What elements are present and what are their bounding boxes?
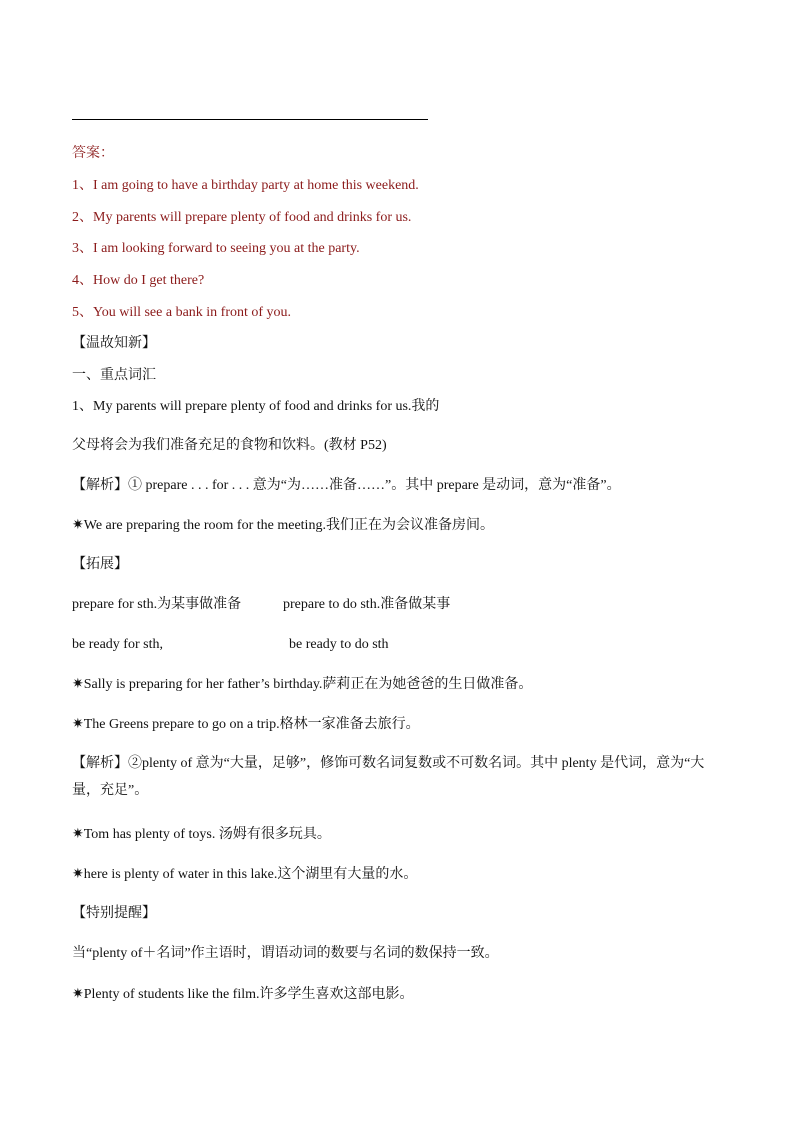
- extension-row2-left: be ready for sth,: [72, 637, 163, 652]
- horizontal-rule: [72, 119, 428, 120]
- example-2: ✷Sally is preparing for her father’s birthday.萨莉正在为她爸爸的生日做准备。: [72, 677, 533, 692]
- review-heading: 【温故知新】: [72, 336, 156, 351]
- sentence1-line1: 1、My parents will prepare plenty of food and drinks for us.我的: [72, 399, 440, 414]
- extension-row1-right: prepare to do sth.准备做某事: [283, 597, 451, 612]
- example-4: ✷Tom has plenty of toys. 汤姆有很多玩具。: [72, 827, 331, 842]
- analysis-2: 【解析】②plenty of 意为“大量，足够”，修饰可数名词复数或不可数名词。其中 plenty 是代词，意为“大量，充足”。: [72, 756, 705, 798]
- answer-item-1: 1、I am going to have a birthday party at home this weekend.: [72, 178, 419, 193]
- extension-heading: 【拓展】: [72, 557, 128, 572]
- example-6: ✷Plenty of students like the film.许多学生喜欢这部电影。: [72, 987, 414, 1002]
- answer-item-5: 5、You will see a bank in front of you.: [72, 305, 292, 320]
- answer-item-3: 3、I am looking forward to seeing you at the party.: [72, 241, 360, 256]
- sentence1-line2: 父母将会为我们准备充足的食物和饮料。(教材 P52): [72, 438, 387, 453]
- answer-item-4: 4、How do I get there?: [72, 273, 205, 288]
- reminder-heading: 【特别提醒】: [72, 906, 156, 921]
- analysis-1: 【解析】① prepare . . . for . . . 意为“为……准备……”。其中 prepare 是动词，意为“准备”。: [72, 478, 621, 493]
- extension-row2-right: be ready to do sth: [289, 637, 389, 652]
- extension-row1-left: prepare for sth.为某事做准备: [72, 597, 242, 612]
- example-5: ✷here is plenty of water in this lake.这个湖里有大量的水。: [72, 867, 418, 882]
- section-title: 一、重点词汇: [72, 368, 156, 383]
- example-1: ✷We are preparing the room for the meeting.我们正在为会议准备房间。: [72, 518, 494, 533]
- answer-item-2: 2、My parents will prepare plenty of food and drinks for us.: [72, 210, 412, 225]
- answers-title: 答案：: [72, 146, 114, 161]
- example-3: ✷The Greens prepare to go on a trip.格林一家准备去旅行。: [72, 717, 420, 732]
- reminder-text: 当“plenty of＋名词”作主语时，谓语动词的数要与名词的数保持一致。: [72, 946, 499, 961]
